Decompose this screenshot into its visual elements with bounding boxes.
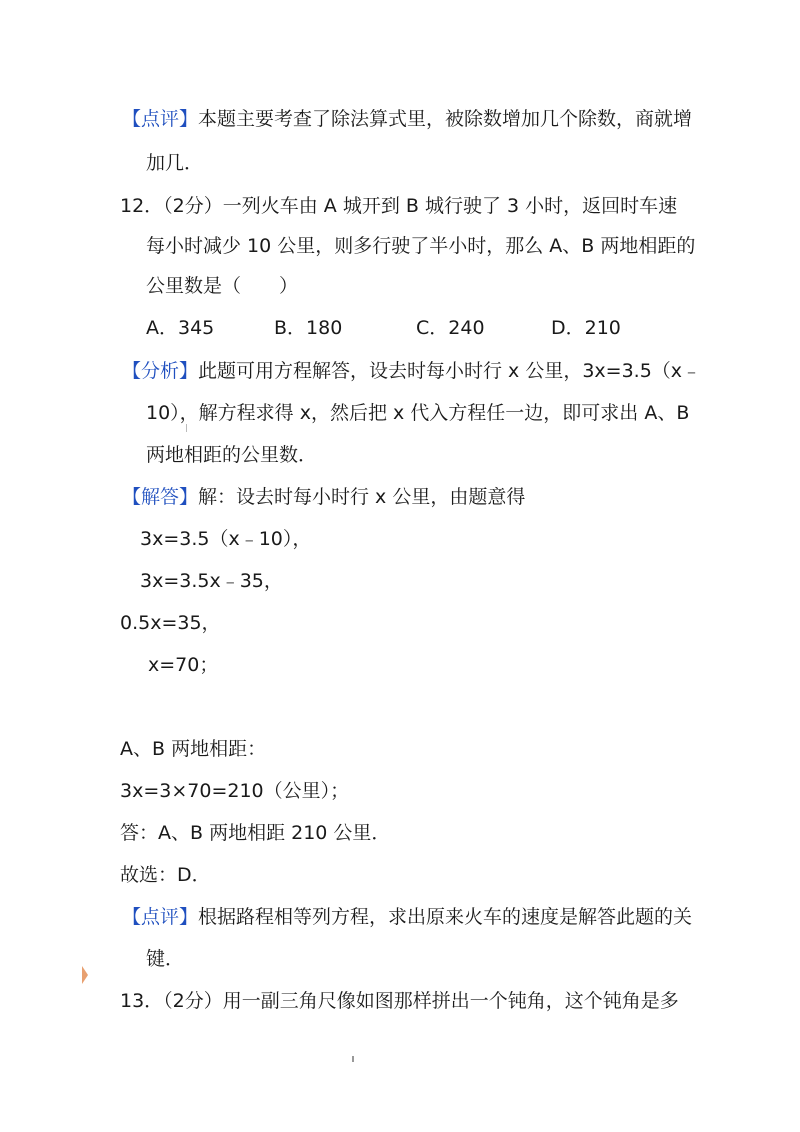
- solution-tag: 【解答】: [122, 486, 199, 508]
- question-12-stem: 12．（2分）一列火车由 A 城开到 B 城行驶了 3 小时，返回时车速: [120, 195, 678, 217]
- analysis-paragraph: [122, 358, 701, 384]
- question-13-stem: 13．（2分）用一副三角尺像如图那样拼出一个钝角，这个钝角是多: [120, 990, 679, 1012]
- equation-2: 3x=3.5x﹣35，: [140, 570, 283, 592]
- final-answer: 答：A、B 两地相距 210 公里．: [120, 822, 391, 844]
- comment-tag: 【点评】: [122, 108, 199, 130]
- scan-speck: [186, 424, 187, 432]
- equation-1: 3x=3.5（x﹣10），: [140, 528, 312, 550]
- comment-text: 本题主要考查了除法算式里，被除数增加几个除数，商就增: [198, 108, 693, 130]
- choice-statement: 故选：D．: [120, 864, 211, 886]
- distance-label: A、B 两地相距：: [120, 738, 267, 760]
- option-b: B．180: [274, 317, 343, 339]
- question-12-stem-cont: 每小时减少 10 公里，则多行驶了半小时，那么 A、B 两地相距的: [146, 235, 696, 257]
- comment-text-cont: 键．: [146, 948, 185, 970]
- scan-edge-mark: [82, 966, 88, 984]
- scan-speck: [352, 1056, 354, 1062]
- comment-paragraph-2: [122, 904, 692, 930]
- equation-3: 0.5x=35，: [120, 612, 221, 634]
- comment-text-cont: 加几．: [146, 152, 204, 174]
- analysis-text: 此题可用方程解答，设去时每小时行 x 公里，3x=3.5（x﹣: [198, 360, 702, 382]
- question-12-stem-cont: 公里数是（ ）: [146, 275, 299, 297]
- option-d: D．210: [551, 317, 621, 339]
- distance-calc: 3x=3×70=210（公里）；: [120, 780, 350, 802]
- solution-intro: 解：设去时每小时行 x 公里，由题意得: [198, 486, 526, 508]
- comment-tag: 【点评】: [122, 906, 199, 928]
- solution-paragraph: [122, 484, 525, 510]
- analysis-text-cont: 10），解方程求得 x，然后把 x 代入方程任一边，即可求出 A、B: [146, 402, 690, 424]
- equation-4: x=70；: [148, 654, 219, 676]
- analysis-text-cont: 两地相距的公里数．: [146, 444, 318, 466]
- option-c: C．240: [416, 317, 485, 339]
- analysis-tag: 【分析】: [122, 360, 199, 382]
- option-a: A．345: [146, 317, 215, 339]
- comment-paragraph-1: [122, 106, 692, 132]
- comment-text: 根据路程相等列方程，求出原来火车的速度是解答此题的关: [198, 906, 693, 928]
